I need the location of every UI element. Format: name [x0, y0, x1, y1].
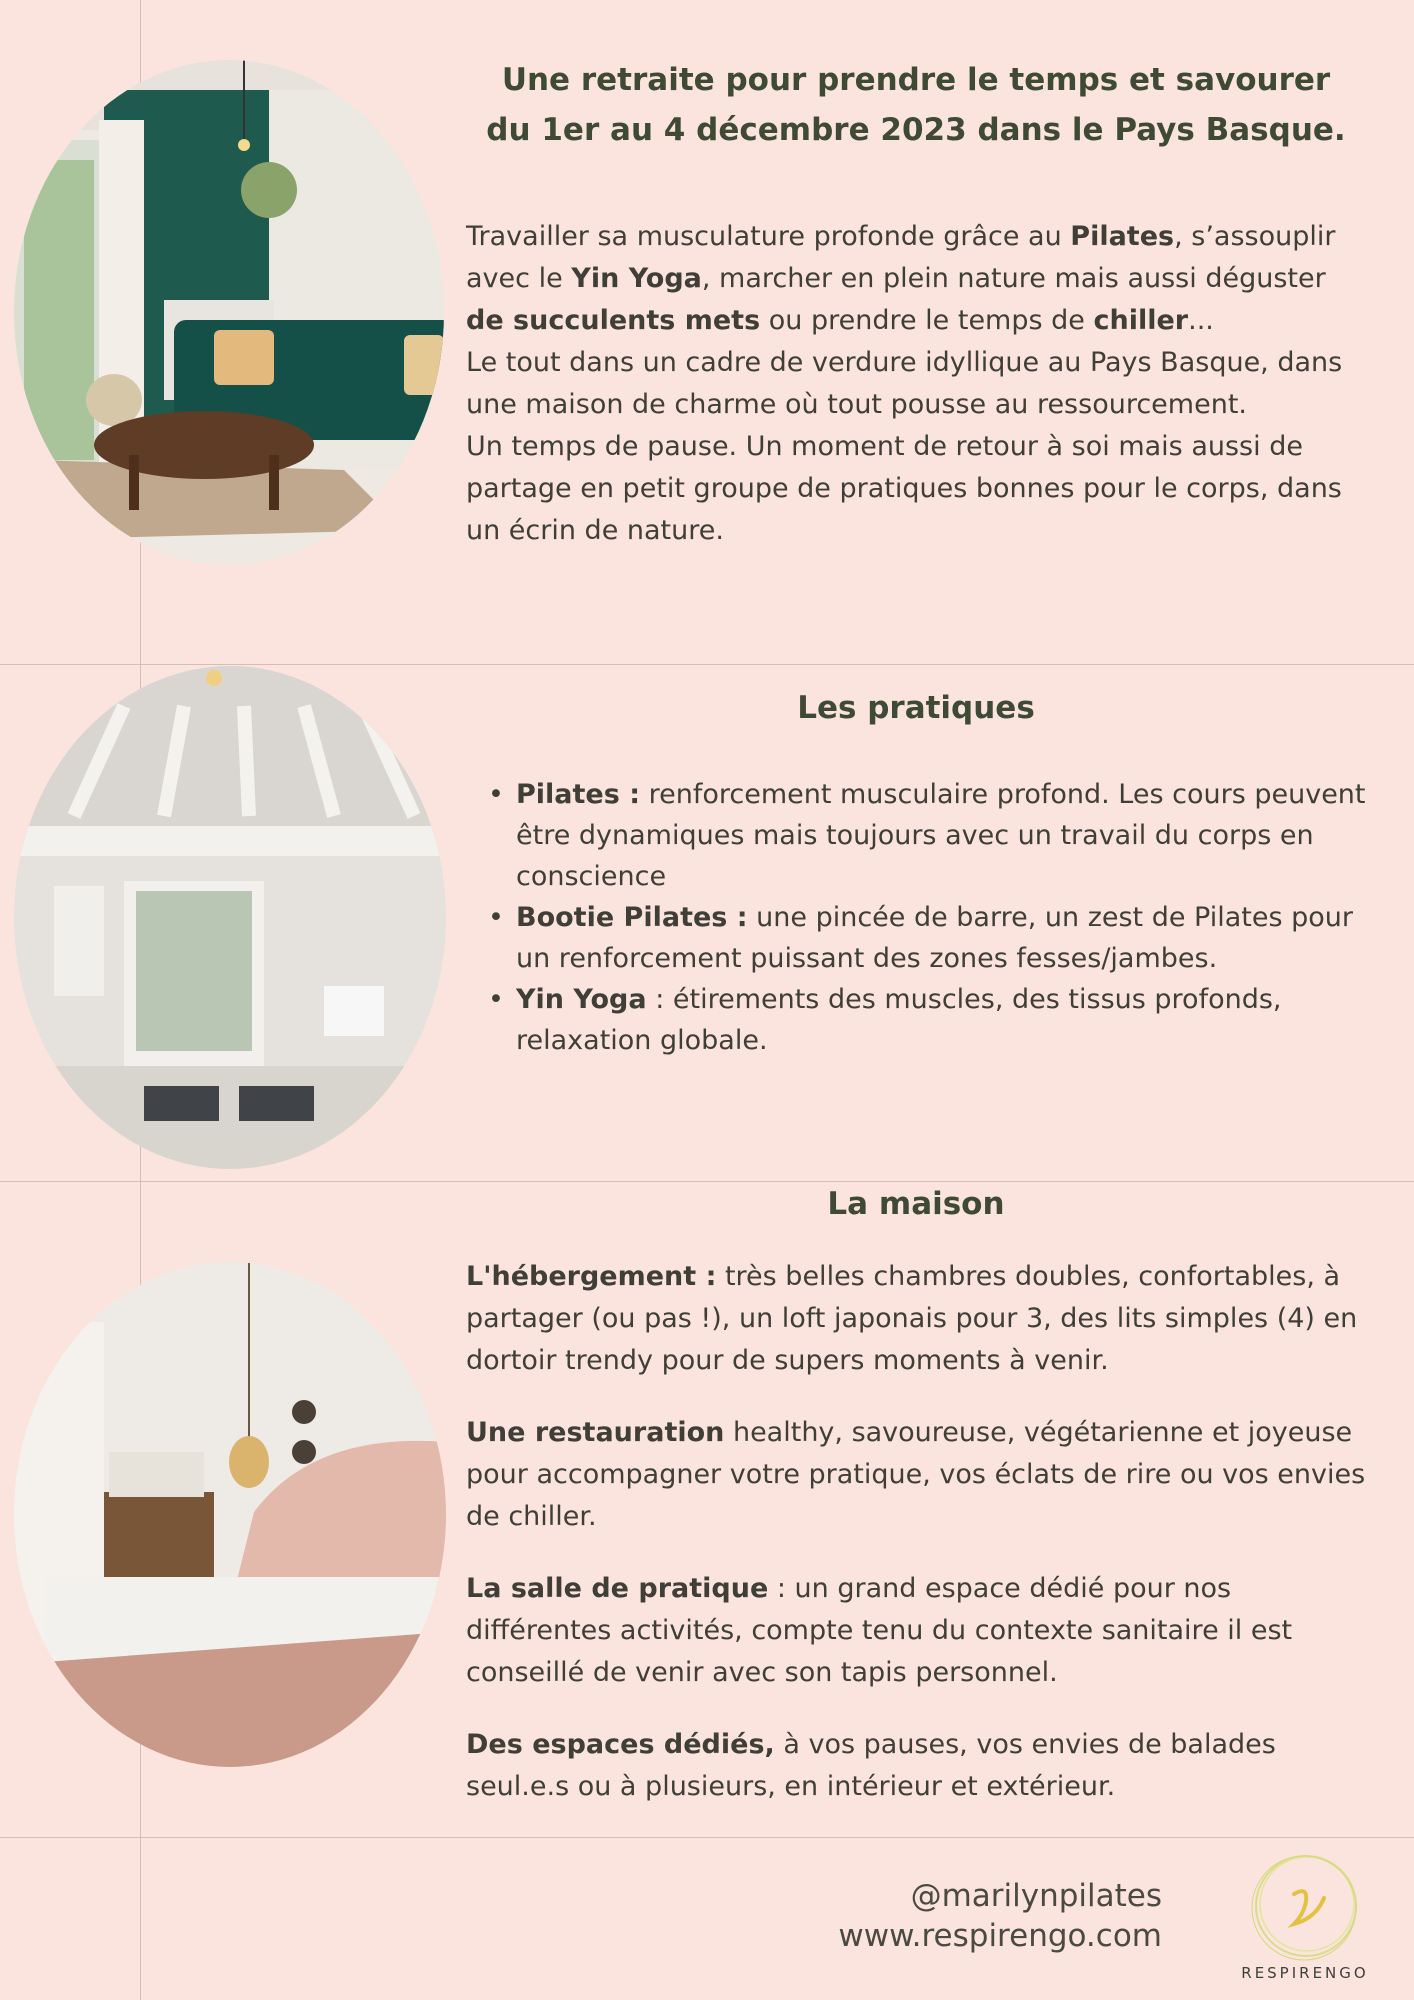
- list-item: [488, 979, 1368, 1061]
- paragraph-text: : un grand espace dédié pour nos différentes activités, compte tenu du contexte sanitaire il est conseillé de venir avec son tapis personnel.: [466, 1573, 1293, 1688]
- maison-paragraph-salle: [466, 1568, 1366, 1694]
- living-room-photo: [14, 60, 444, 565]
- paragraph-text: à vos pauses, vos envies de balades seul.e.s ou à plusieurs, en intérieur et extérieur.: [466, 1729, 1276, 1802]
- page-title: [466, 55, 1366, 155]
- paragraph-text: healthy, savoureuse, végétarienne et joyeuse pour accompagner votre pratique, vos éclats de rire ou vos envies de chiller.: [466, 1417, 1366, 1532]
- list-item-text: : étirements des muscles, des tissus profonds, relaxation globale.: [516, 984, 1282, 1056]
- footer-contact: [838, 1876, 1162, 1956]
- intro-text: [466, 216, 1366, 552]
- list-item-label: Bootie Pilates :: [516, 902, 748, 933]
- title-line-2: du 1er au 4 décembre 2023 dans le Pays Basque.: [486, 112, 1346, 148]
- intro-bold-mets: de succulents mets: [466, 305, 761, 336]
- website-link[interactable]: www.respirengo.com: [838, 1918, 1162, 1954]
- list-item-text: une pincée de barre, un zest de Pilates pour un renforcement puissant des zones fesses/jambes.: [516, 902, 1354, 974]
- logo-wordmark: RESPIRENGO: [1241, 1964, 1369, 1982]
- paragraph-label: L'hébergement :: [466, 1261, 717, 1292]
- section-divider: [0, 664, 1414, 665]
- paragraph-label: Des espaces dédiés,: [466, 1729, 775, 1760]
- maison-paragraph-restauration: [466, 1412, 1366, 1538]
- list-item-label: Pilates :: [516, 779, 641, 810]
- section-divider: [0, 1837, 1414, 1838]
- intro-text-span: ...: [1188, 305, 1214, 336]
- intro-text-span: , marcher en plein nature mais aussi déguster: [701, 263, 1326, 294]
- intro-text-span: , s’assouplir avec le: [466, 221, 1336, 294]
- intro-paragraph-3: Un temps de pause. Un moment de retour à soi mais aussi de partage en petit groupe de pratiques bonnes pour le corps, dans un écrin de nature.: [466, 431, 1342, 546]
- intro-text-span: ou prendre le temps de: [760, 305, 1094, 336]
- section-divider: [0, 1181, 1414, 1182]
- list-item: [488, 774, 1368, 897]
- intro-bold-yin-yoga: Yin Yoga: [571, 263, 702, 294]
- intro-bold-chiller: chiller: [1093, 305, 1189, 336]
- practice-room-photo: [14, 666, 446, 1169]
- section-title-pratiques: Les pratiques: [797, 690, 1035, 726]
- intro-text-span: Travailler sa musculature profonde grâce au: [466, 221, 1071, 252]
- list-item-text: renforcement musculaire profond. Les cours peuvent être dynamiques mais toujours avec un travail du corps en conscience: [516, 779, 1366, 892]
- instagram-handle-link[interactable]: @marilynpilates: [910, 1878, 1162, 1914]
- paragraph-label: Une restauration: [466, 1417, 725, 1448]
- maison-paragraph-hebergement: [466, 1256, 1366, 1382]
- intro-paragraph-1: [466, 216, 1366, 342]
- list-item-label: Yin Yoga: [516, 984, 647, 1015]
- section-title-maison: La maison: [827, 1186, 1005, 1222]
- pratiques-list: [488, 774, 1368, 1061]
- maison-paragraph-espaces: [466, 1724, 1366, 1808]
- intro-paragraph-2: Le tout dans un cadre de verdure idyllique au Pays Basque, dans une maison de charme où tout pousse au ressourcement.: [466, 347, 1343, 420]
- respirengo-logo-icon: [1246, 1846, 1366, 1966]
- paragraph-label: La salle de pratique: [466, 1573, 769, 1604]
- paragraph-text: très belles chambres doubles, confortables, à partager (ou pas !), un loft japonais pour 3, des lits simples (4) en dortoir trendy pour de supers moments à venir.: [466, 1261, 1358, 1376]
- title-line-1: Une retraite pour prendre le temps et savourer: [501, 62, 1331, 98]
- intro-bold-pilates: Pilates: [1070, 221, 1175, 252]
- list-item: [488, 897, 1368, 979]
- bedroom-photo: [14, 1262, 446, 1767]
